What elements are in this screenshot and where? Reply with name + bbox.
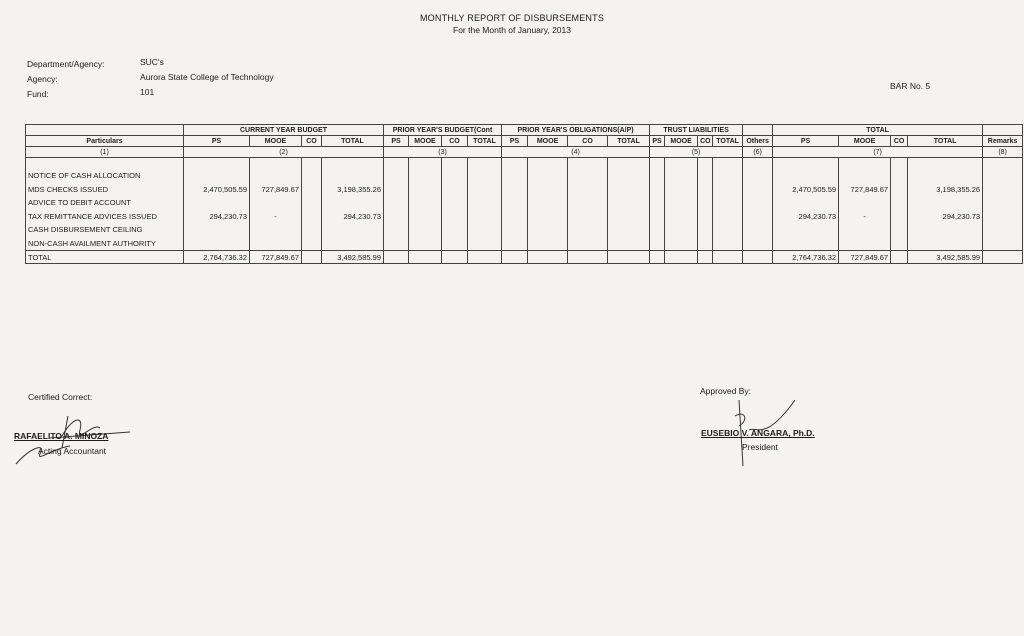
- approved-name: EUSEBIO V. ANGARA, Ph.D.: [701, 428, 815, 438]
- empty-cell: [698, 210, 713, 224]
- cur-total-cell: 3,198,355.26: [322, 183, 384, 197]
- tot-co-header: CO: [891, 136, 908, 147]
- table-row: [26, 223, 1023, 237]
- empty-cell: [409, 210, 442, 224]
- empty-cell: [665, 210, 698, 224]
- po-mooe-header: MOOE: [528, 136, 568, 147]
- tot-ps-cell: 2,764,736.32: [773, 251, 839, 264]
- tl-mooe-header: MOOE: [665, 136, 698, 147]
- remarks-cell: [983, 169, 1023, 183]
- tot-total-cell: [908, 196, 983, 210]
- empty-cell: [442, 223, 468, 237]
- tot-total-cell: [908, 169, 983, 183]
- particulars-group-header: [26, 125, 184, 136]
- empty-cell: [409, 223, 442, 237]
- remarks-cell: [983, 223, 1023, 237]
- cur-co-cell: [302, 183, 322, 197]
- fund-label: Fund:: [27, 89, 49, 99]
- others-group-header: [743, 125, 773, 136]
- col-number-4: (4): [502, 147, 650, 158]
- empty-cell: [743, 210, 773, 224]
- empty-cell: [743, 223, 773, 237]
- cur-mooe-cell: [250, 196, 302, 210]
- group-header-row: [26, 125, 1023, 136]
- cur-co-cell: [302, 210, 322, 224]
- tot-ps-header: PS: [773, 136, 839, 147]
- cur-total-cell: [322, 196, 384, 210]
- prior-year-budget-header: PRIOR YEAR'S BUDGET(Cont: [384, 125, 502, 136]
- disbursement-table: [25, 124, 1023, 264]
- empty-cell: [502, 237, 528, 251]
- cur-mooe-cell: 727,849.67: [250, 251, 302, 264]
- empty-cell: [713, 183, 743, 197]
- cur-total-cell: 3,492,585.99: [322, 251, 384, 264]
- tl-ps-header: PS: [650, 136, 665, 147]
- tot-total-cell: [908, 223, 983, 237]
- empty-cell: [384, 196, 409, 210]
- col-number-5: (5): [650, 147, 743, 158]
- empty-cell: [743, 169, 773, 183]
- empty-cell: [568, 183, 608, 197]
- tot-ps-cell: [773, 223, 839, 237]
- fund-value: 101: [140, 87, 155, 97]
- tot-ps-cell: 2,470,505.59: [773, 183, 839, 197]
- remarks-group-header: [983, 125, 1023, 136]
- table-row: [26, 237, 1023, 251]
- tot-mooe-cell: [839, 237, 891, 251]
- empty-cell: [502, 196, 528, 210]
- tl-total-header: TOTAL: [713, 136, 743, 147]
- remarks-cell: [983, 210, 1023, 224]
- approved-label: Approved By:: [700, 386, 752, 396]
- tot-mooe-cell: [839, 223, 891, 237]
- tot-total-header: TOTAL: [908, 136, 983, 147]
- cur-ps-cell: 294,230.73: [184, 210, 250, 224]
- cur-ps-cell: [184, 169, 250, 183]
- empty-cell: [468, 223, 502, 237]
- cur-co-cell: [302, 237, 322, 251]
- pb-mooe-header: MOOE: [409, 136, 442, 147]
- empty-cell: [568, 169, 608, 183]
- empty-cell: [384, 223, 409, 237]
- cur-total-cell: 294,230.73: [322, 210, 384, 224]
- certified-name: RAFAELITO A. MINOZA: [14, 431, 109, 441]
- empty-cell: [698, 169, 713, 183]
- department-label: Department/Agency:: [27, 59, 105, 69]
- tot-co-cell: [891, 251, 908, 264]
- cur-total-cell: [322, 223, 384, 237]
- empty-cell: [528, 196, 568, 210]
- tot-total-cell: 294,230.73: [908, 210, 983, 224]
- empty-cell: [528, 169, 568, 183]
- empty-cell: [384, 169, 409, 183]
- cur-ps-cell: [184, 237, 250, 251]
- cur-total-header: TOTAL: [322, 136, 384, 147]
- empty-cell: [442, 237, 468, 251]
- empty-cell: [528, 251, 568, 264]
- empty-cell: [608, 237, 650, 251]
- tot-mooe-cell: [839, 169, 891, 183]
- pb-total-header: TOTAL: [468, 136, 502, 147]
- empty-cell: [650, 196, 665, 210]
- tot-mooe-cell: -: [839, 210, 891, 224]
- empty-cell: [650, 251, 665, 264]
- particulars-header: Particulars: [26, 136, 184, 147]
- particulars-cell: ADVICE TO DEBIT ACCOUNT: [26, 196, 184, 210]
- tl-co-header: CO: [698, 136, 713, 147]
- tot-mooe-cell: 727,849.67: [839, 183, 891, 197]
- empty-cell: [528, 210, 568, 224]
- tot-mooe-cell: [839, 196, 891, 210]
- cur-co-cell: [302, 251, 322, 264]
- empty-cell: [468, 169, 502, 183]
- empty-cell: [468, 183, 502, 197]
- tot-co-cell: [891, 210, 908, 224]
- empty-cell: [442, 183, 468, 197]
- table-body: [26, 158, 1023, 264]
- empty-cell: [442, 251, 468, 264]
- department-value: SUC's: [140, 57, 164, 67]
- empty-cell: [650, 237, 665, 251]
- col-number-2: (2): [184, 147, 384, 158]
- spacer-row: [26, 158, 1023, 170]
- empty-cell: [665, 223, 698, 237]
- cur-mooe-header: MOOE: [250, 136, 302, 147]
- tot-total-cell: 3,492,585.99: [908, 251, 983, 264]
- empty-cell: [608, 223, 650, 237]
- table-row: [26, 196, 1023, 210]
- total-row: [26, 251, 1023, 264]
- cur-ps-cell: 2,470,505.59: [184, 183, 250, 197]
- empty-cell: [608, 210, 650, 224]
- tot-co-cell: [891, 237, 908, 251]
- empty-cell: [384, 183, 409, 197]
- prior-year-obligations-header: PRIOR YEAR'S OBLIGATIONS(A/P): [502, 125, 650, 136]
- tot-co-cell: [891, 196, 908, 210]
- agency-label: Agency:: [27, 74, 58, 84]
- empty-cell: [568, 237, 608, 251]
- remarks-cell: [983, 196, 1023, 210]
- report-subtitle: For the Month of January, 2013: [453, 25, 571, 35]
- cur-ps-cell: [184, 196, 250, 210]
- empty-cell: [502, 223, 528, 237]
- remarks-cell: [983, 237, 1023, 251]
- empty-cell: [665, 196, 698, 210]
- tot-ps-cell: [773, 237, 839, 251]
- empty-cell: [528, 237, 568, 251]
- empty-cell: [409, 237, 442, 251]
- empty-cell: [502, 210, 528, 224]
- pb-co-header: CO: [442, 136, 468, 147]
- cur-ps-cell: [184, 223, 250, 237]
- cur-total-cell: [322, 237, 384, 251]
- empty-cell: [528, 223, 568, 237]
- empty-cell: [743, 196, 773, 210]
- empty-cell: [713, 210, 743, 224]
- empty-cell: [568, 223, 608, 237]
- po-total-header: TOTAL: [608, 136, 650, 147]
- total-group-header: TOTAL: [773, 125, 983, 136]
- certified-title: Acting Accountant: [38, 446, 107, 456]
- remarks-cell: [983, 251, 1023, 264]
- remarks-cell: [983, 183, 1023, 197]
- empty-cell: [650, 223, 665, 237]
- report-title: MONTHLY REPORT OF DISBURSEMENTS: [419, 13, 605, 23]
- empty-cell: [608, 196, 650, 210]
- empty-cell: [650, 183, 665, 197]
- cur-mooe-cell: -: [250, 210, 302, 224]
- empty-cell: [665, 183, 698, 197]
- empty-cell: [743, 237, 773, 251]
- empty-cell: [409, 183, 442, 197]
- bar-number: BAR No. 5: [890, 81, 931, 91]
- empty-cell: [713, 169, 743, 183]
- empty-cell: [608, 251, 650, 264]
- empty-cell: [665, 251, 698, 264]
- particulars-cell: MDS CHECKS ISSUED: [26, 183, 184, 197]
- empty-cell: [608, 169, 650, 183]
- remarks-header: Remarks: [983, 136, 1023, 147]
- empty-cell: [608, 183, 650, 197]
- empty-cell: [665, 169, 698, 183]
- empty-cell: [502, 251, 528, 264]
- approved-title: President: [742, 442, 778, 452]
- col-number-6: (6): [743, 147, 773, 158]
- particulars-cell: NOTICE OF CASH ALLOCATION: [26, 169, 184, 183]
- empty-cell: [698, 223, 713, 237]
- empty-cell: [409, 251, 442, 264]
- empty-cell: [502, 169, 528, 183]
- empty-cell: [650, 210, 665, 224]
- empty-cell: [384, 210, 409, 224]
- table-row: [26, 210, 1023, 224]
- empty-cell: [650, 169, 665, 183]
- empty-cell: [502, 183, 528, 197]
- empty-cell: [568, 210, 608, 224]
- empty-cell: [442, 169, 468, 183]
- table-row: [26, 169, 1023, 183]
- particulars-cell: TAX REMITTANCE ADVICES ISSUED: [26, 210, 184, 224]
- tot-co-cell: [891, 223, 908, 237]
- pb-ps-header: PS: [384, 136, 409, 147]
- empty-cell: [713, 251, 743, 264]
- col-number-8: (8): [983, 147, 1023, 158]
- certified-label: Certified Correct:: [28, 392, 93, 402]
- cur-mooe-cell: [250, 223, 302, 237]
- col-number-7: (7): [773, 147, 983, 158]
- agency-value: Aurora State College of Technology: [140, 72, 274, 82]
- tot-ps-cell: 294,230.73: [773, 210, 839, 224]
- tot-mooe-header: MOOE: [839, 136, 891, 147]
- empty-cell: [409, 169, 442, 183]
- empty-cell: [468, 210, 502, 224]
- cur-mooe-cell: [250, 169, 302, 183]
- others-header: Others: [743, 136, 773, 147]
- table-row: [26, 183, 1023, 197]
- empty-cell: [713, 223, 743, 237]
- column-number-row: [26, 147, 1023, 158]
- empty-cell: [468, 251, 502, 264]
- empty-cell: [698, 183, 713, 197]
- particulars-cell: NON-CASH AVAILMENT AUTHORITY: [26, 237, 184, 251]
- cur-ps-header: PS: [184, 136, 250, 147]
- po-co-header: CO: [568, 136, 608, 147]
- cur-co-header: CO: [302, 136, 322, 147]
- empty-cell: [713, 196, 743, 210]
- empty-cell: [713, 237, 743, 251]
- empty-cell: [409, 196, 442, 210]
- cur-ps-cell: 2,764,736.32: [184, 251, 250, 264]
- tot-total-cell: 3,198,355.26: [908, 183, 983, 197]
- empty-cell: [468, 237, 502, 251]
- empty-cell: [442, 210, 468, 224]
- empty-cell: [698, 237, 713, 251]
- trust-liabilities-header: TRUST LIABILITIES: [650, 125, 743, 136]
- empty-cell: [665, 237, 698, 251]
- cur-co-cell: [302, 196, 322, 210]
- po-ps-header: PS: [502, 136, 528, 147]
- cur-mooe-cell: 727,849.67: [250, 183, 302, 197]
- empty-cell: [568, 196, 608, 210]
- empty-cell: [743, 183, 773, 197]
- cur-co-cell: [302, 223, 322, 237]
- empty-cell: [384, 237, 409, 251]
- empty-cell: [568, 251, 608, 264]
- tot-co-cell: [891, 183, 908, 197]
- empty-cell: [528, 183, 568, 197]
- particulars-cell: CASH DISBURSEMENT CEILING: [26, 223, 184, 237]
- tot-mooe-cell: 727,849.67: [839, 251, 891, 264]
- tot-co-cell: [891, 169, 908, 183]
- tot-ps-cell: [773, 169, 839, 183]
- particulars-cell: TOTAL: [26, 251, 184, 264]
- empty-cell: [384, 251, 409, 264]
- cur-co-cell: [302, 169, 322, 183]
- cur-mooe-cell: [250, 237, 302, 251]
- empty-cell: [743, 251, 773, 264]
- col-number-1: (1): [26, 147, 184, 158]
- empty-cell: [468, 196, 502, 210]
- column-header-row: [26, 136, 1023, 147]
- tot-total-cell: [908, 237, 983, 251]
- current-year-budget-header: CURRENT YEAR BUDGET: [184, 125, 384, 136]
- empty-cell: [698, 251, 713, 264]
- cur-total-cell: [322, 169, 384, 183]
- empty-cell: [698, 196, 713, 210]
- tot-ps-cell: [773, 196, 839, 210]
- empty-cell: [442, 196, 468, 210]
- col-number-3: (3): [384, 147, 502, 158]
